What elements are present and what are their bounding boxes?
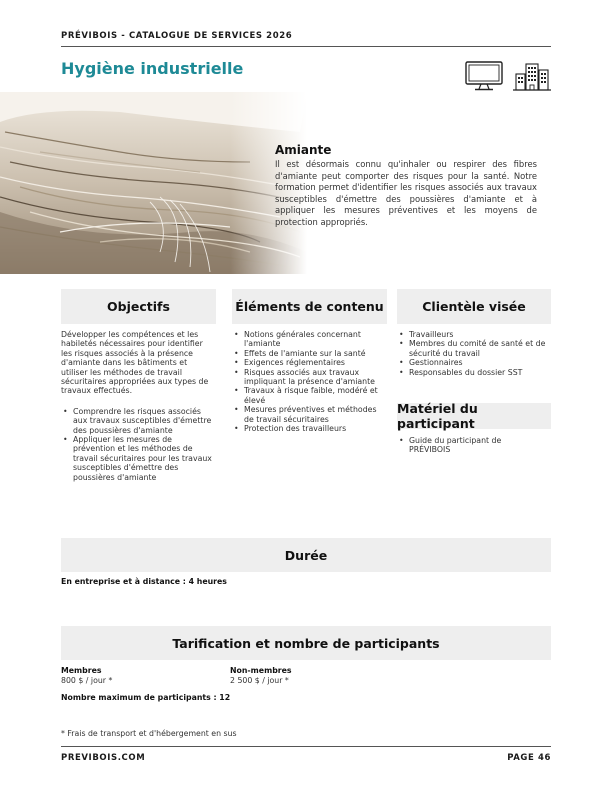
list-item: • Exigences réglementaires: [232, 358, 382, 367]
footnote: * Frais de transport et d'hébergement en sus: [61, 729, 237, 738]
materiel-heading: Matériel du participant: [397, 403, 551, 429]
clientele-heading: Clientèle visée: [397, 289, 551, 324]
amiante-description: Il est désormais connu qu'inhaler ou respirer des fibres d'amiante peut comporter des risques pour la santé. Notre formation permet d'identifier les risques associés aux travaux susceptibles d'émettre des poussières d'amiante et à appliquer les mesures préventives et les moyens de protection appropriés.: [275, 159, 537, 227]
contenu-body: [232, 330, 382, 433]
list-item: • Protection des travailleurs: [232, 424, 382, 433]
list-item: • Notions générales concernant l'amiante: [232, 330, 382, 349]
non-membres-price: 2 500 $ / jour *: [230, 676, 289, 685]
list-item: • Guide du participant de PRÉVIBOIS: [397, 436, 527, 455]
running-header: PRÉVIBOIS - CATALOGUE DE SERVICES 2026: [61, 31, 293, 41]
materiel-list: [397, 436, 527, 455]
duree-value: En entreprise et à distance : 4 heures: [61, 577, 227, 586]
objectifs-heading: Objectifs: [61, 289, 216, 324]
page-title: Hygiène industrielle: [61, 59, 244, 78]
objectifs-body: [61, 330, 213, 482]
list-item: • Effets de l'amiante sur la santé: [232, 349, 382, 358]
footer-divider: [61, 746, 551, 747]
list-item: • Membres du comité de santé et de sécurité du travail: [397, 339, 549, 358]
list-item: • Mesures préventives et méthodes de travail sécuritaires: [232, 405, 382, 424]
list-item: • Travaux à risque faible, modéré et élevé: [232, 386, 382, 405]
objectifs-paragraph: Développer les compétences et les habiletés nécessaires pour identifier les risques associés à la présence d'amiante dans les bâtiments et utiliser les méthodes de travail sécuritaires appropriées aux types de travaux effectués.: [61, 330, 209, 396]
clientele-body: [397, 330, 549, 377]
list-item: • Gestionnaires: [397, 358, 549, 367]
asbestos-photo: [0, 92, 307, 274]
page-number: PAGE 46: [507, 753, 551, 763]
materiel-body: [397, 436, 527, 455]
contenu-heading: Éléments de contenu: [232, 289, 387, 324]
list-item: • Travailleurs: [397, 330, 549, 339]
list-item: • Risques associés aux travaux impliquant la présence d'amiante: [232, 368, 382, 387]
membres-label: Membres: [61, 666, 102, 675]
clientele-list: [397, 330, 549, 377]
contenu-list: [232, 330, 382, 433]
monitor-icon: [464, 60, 504, 92]
tarification-heading: Tarification et nombre de participants: [61, 626, 551, 660]
membres-price: 800 $ / jour *: [61, 676, 113, 685]
list-item: • Appliquer les mesures de prévention et les méthodes de travail sécuritaires pour les travaux susceptibles d'émettre des poussières d'amiante: [61, 435, 213, 482]
objectifs-list: [61, 407, 213, 482]
section-title-amiante: Amiante: [275, 143, 332, 157]
header-divider: [61, 46, 551, 47]
duree-heading: Durée: [61, 538, 551, 572]
max-participants: Nombre maximum de participants : 12: [61, 693, 231, 702]
footer-website: PREVIBOIS.COM: [61, 753, 146, 763]
buildings-icon: [512, 60, 552, 92]
list-item: • Responsables du dossier SST: [397, 368, 549, 377]
non-membres-label: Non-membres: [230, 666, 292, 675]
list-item: • Comprendre les risques associés aux travaux susceptibles d'émettre des poussières d'amiante: [61, 407, 213, 435]
